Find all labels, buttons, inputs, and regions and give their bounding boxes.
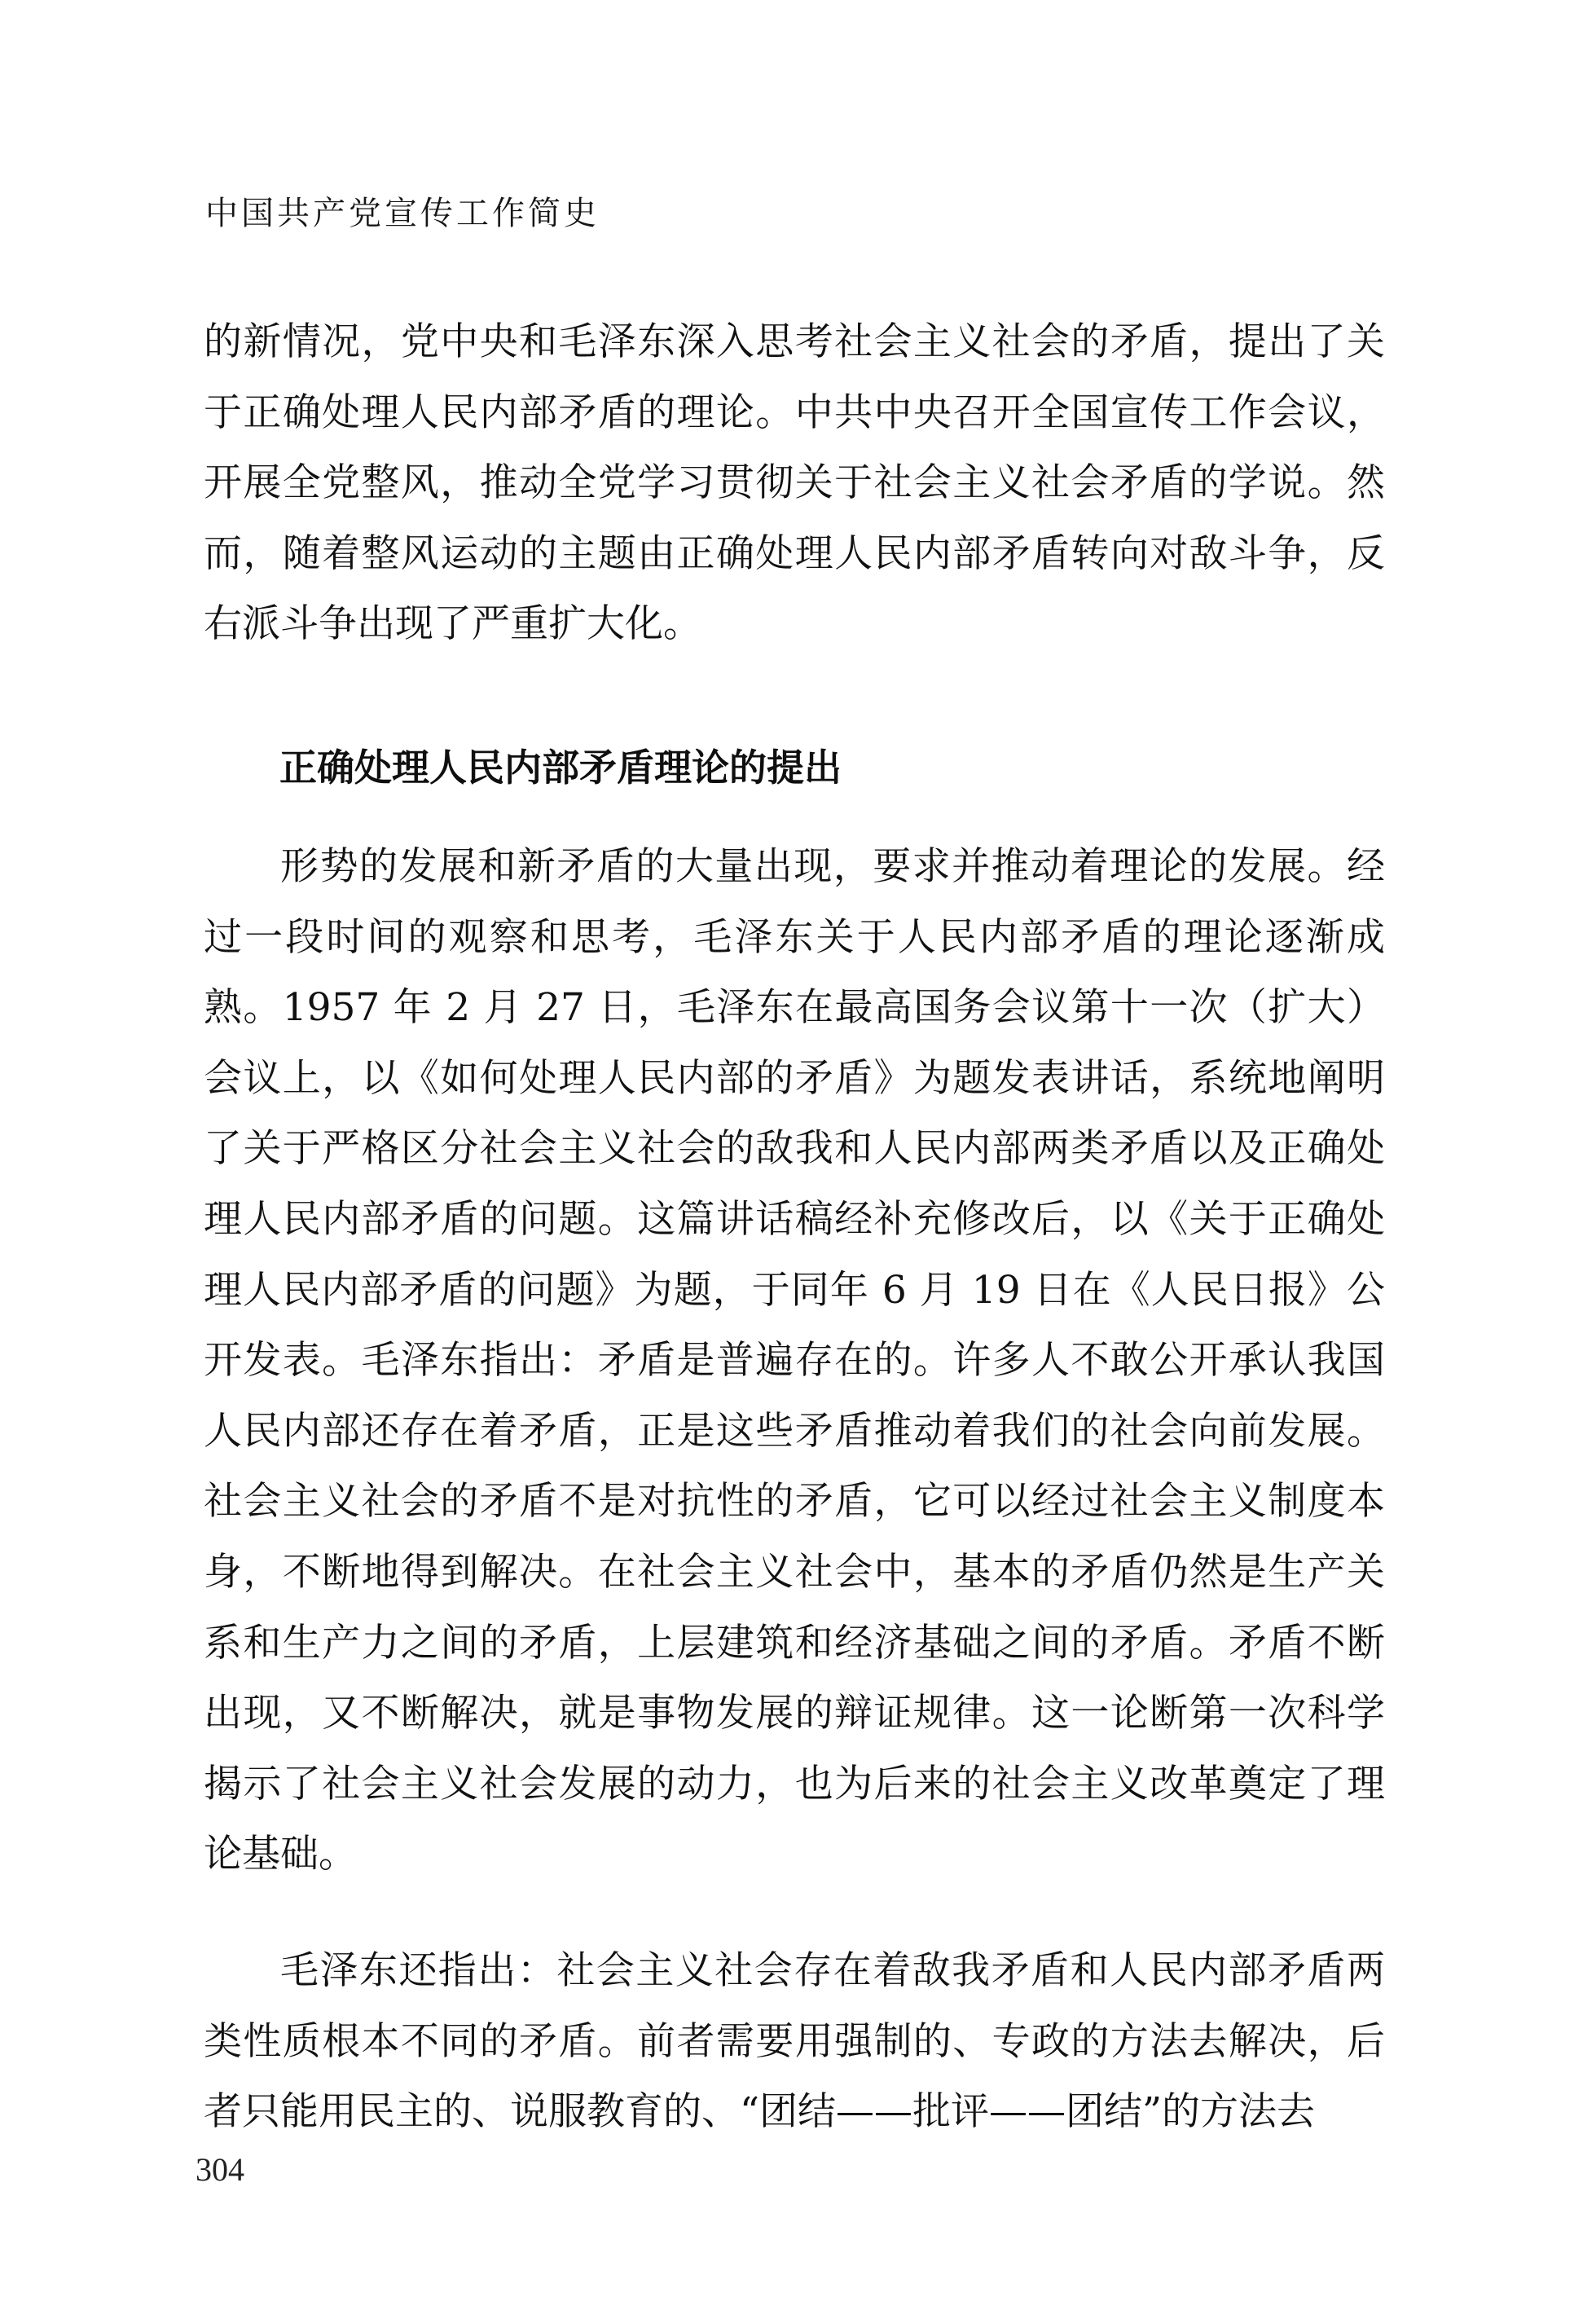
running-header: 中国共产党宣传工作简史	[205, 195, 600, 232]
paragraph-theory: 形势的发展和新矛盾的大量出现，要求并推动着理论的发展。经过一段时间的观察和思考，毛泽东关于人民内部矛盾的理论逐渐成熟。1957 年 2 月 27 日，毛泽东在最高国务会议第十一次（扩大）会议上，以《如何处理人民内部的矛盾》为题发表讲话，系统地阐明了关于严格区分社会主义社会的敌我和人民内部两类矛盾以及正确处理人民内部矛盾的问题。这篇讲话稿经补充修改后，以《关于正确处理人民内部矛盾的问题》为题，于同年 6 月 19 日在《人民日报》公开发表。毛泽东指出：矛盾是普遍存在的。许多人不敢公开承认我国人民内部还存在着矛盾，正是这些矛盾推动着我们的社会向前发展。社会主义社会的矛盾不是对抗性的矛盾，它可以经过社会主义制度本身，不断地得到解决。在社会主义社会中，基本的矛盾仍然是生产关系和生产力之间的矛盾，上层建筑和经济基础之间的矛盾。矛盾不断出现，又不断解决，就是事物发展的辩证规律。这一论断第一次科学揭示了社会主义社会发展的动力，也为后来的社会主义改革奠定了理论基础。	[204, 844, 1385, 1877]
paragraph-two-types-contradictions: 毛泽东还指出：社会主义社会存在着敌我矛盾和人民内部矛盾两类性质根本不同的矛盾。前者需要用强制的、专政的方法去解决，后者只能用民主的、说服教育的、“团结——批评——团结”的方法去	[204, 1948, 1385, 2135]
section-heading: 正确处理人民内部矛盾理论的提出	[279, 746, 842, 790]
paragraph-continuation: 的新情况，党中央和毛泽东深入思考社会主义社会的矛盾，提出了关于正确处理人民内部矛盾的理论。中共中央召开全国宣传工作会议，开展全党整风，推动全党学习贯彻关于社会主义社会矛盾的学说。然而，随着整风运动的主题由正确处理人民内部矛盾转向对敌斗争，反右派斗争出现了严重扩大化。	[204, 319, 1385, 647]
page-number: 304	[196, 2151, 244, 2188]
